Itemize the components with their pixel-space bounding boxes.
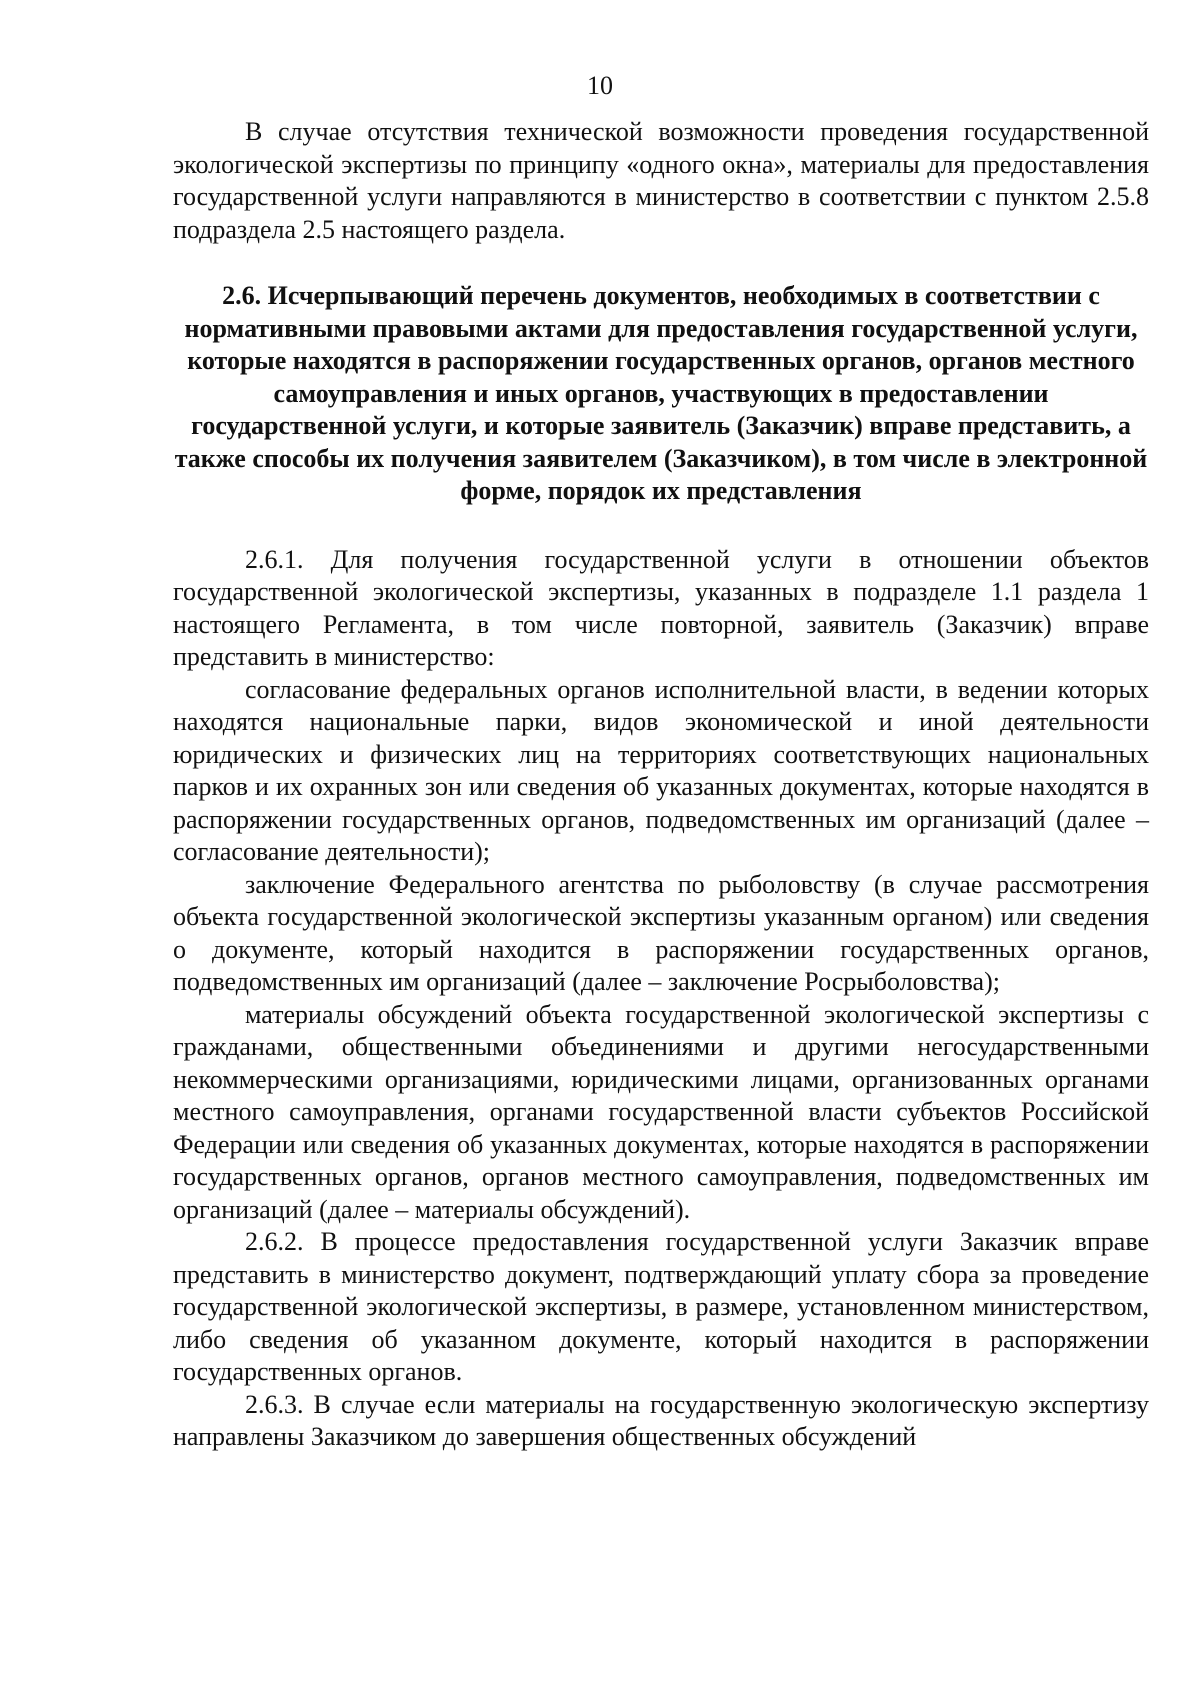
section-heading: 2.6. Исчерпывающий перечень документов, необходимых в соответствии с нормативными правовыми актами для предоставления государственной услуги, которые находятся в распоряжении государственных органов, органов местного самоуправления и иных органов, участвующих в предоставлении государственной услуги, и которые заявитель (Заказчик) вправе представить, а также способы их получения заявителем (Заказчиком), в том числе в электронной форме, порядок их представления xyxy=(174,281,1148,505)
paragraph-2-6-1: 2.6.1. Для получения государственной услуги в отношении объектов государственной экологической экспертизы, указанных в подразделе 1.1 раздела 1 настоящего Регламента, в том числе повторной, заявитель (Заказчик) вправе представить в министерство: xyxy=(173,544,1149,671)
page-number: 10 xyxy=(587,71,613,100)
intro-paragraph: В случае отсутствия технической возможности проведения государственной экологической экспертизы по принципу «одного окна», материалы для предоставления государственной услуги направляются в министерство в соответствии с пунктом 2.5.8 подраздела 2.5 настоящего раздела. xyxy=(173,117,1149,244)
paragraph-approval-of-activity: согласование федеральных органов исполнительной власти, в ведении которых находятся национальные парки, видов экономической и иной деятельности юридических и физических лиц на территориях соответствующих национальных парков и их охранных зон или сведения об указанных документах, которые находятся в распоряжении государственных органов, подведомственных им организаций (далее – согласование деятельности); xyxy=(173,674,1149,866)
paragraph-rosrybolovstvo-conclusion: заключение Федерального агентства по рыболовству (в случае рассмотрения объекта государственной экологической экспертизы указанным органом) или сведения о документе, который находится в распоряжении государственных органов, подведомственных им организаций (далее – заключение Росрыболовства); xyxy=(173,869,1149,996)
document-body xyxy=(173,116,1149,1454)
paragraph-discussion-materials: материалы обсуждений объекта государственной экологической экспертизы с гражданами, общественными объединениями и другими негосударственными некоммерческими организациями, юридическими лицами, организованных органами местного самоуправления, органами государственной власти субъектов Российской Федерации или сведения об указанных документах, которые находятся в распоряжении государственных органов, органов местного самоуправления, подведомственных им организаций (далее – материалы обсуждений). xyxy=(173,999,1149,1224)
paragraph-2-6-2: 2.6.2. В процессе предоставления государственной услуги Заказчик вправе представить в министерство документ, подтверждающий уплату сбора за проведение государственной экологической экспертизы, в размере, установленном министерством, либо сведения об указанном документе, который находится в распоряжении государственных органов. xyxy=(173,1227,1149,1386)
paragraph-2-6-3: 2.6.3. В случае если материалы на государственную экологическую экспертизу направлены Заказчиком до завершения общественных обсуждений xyxy=(173,1389,1149,1451)
